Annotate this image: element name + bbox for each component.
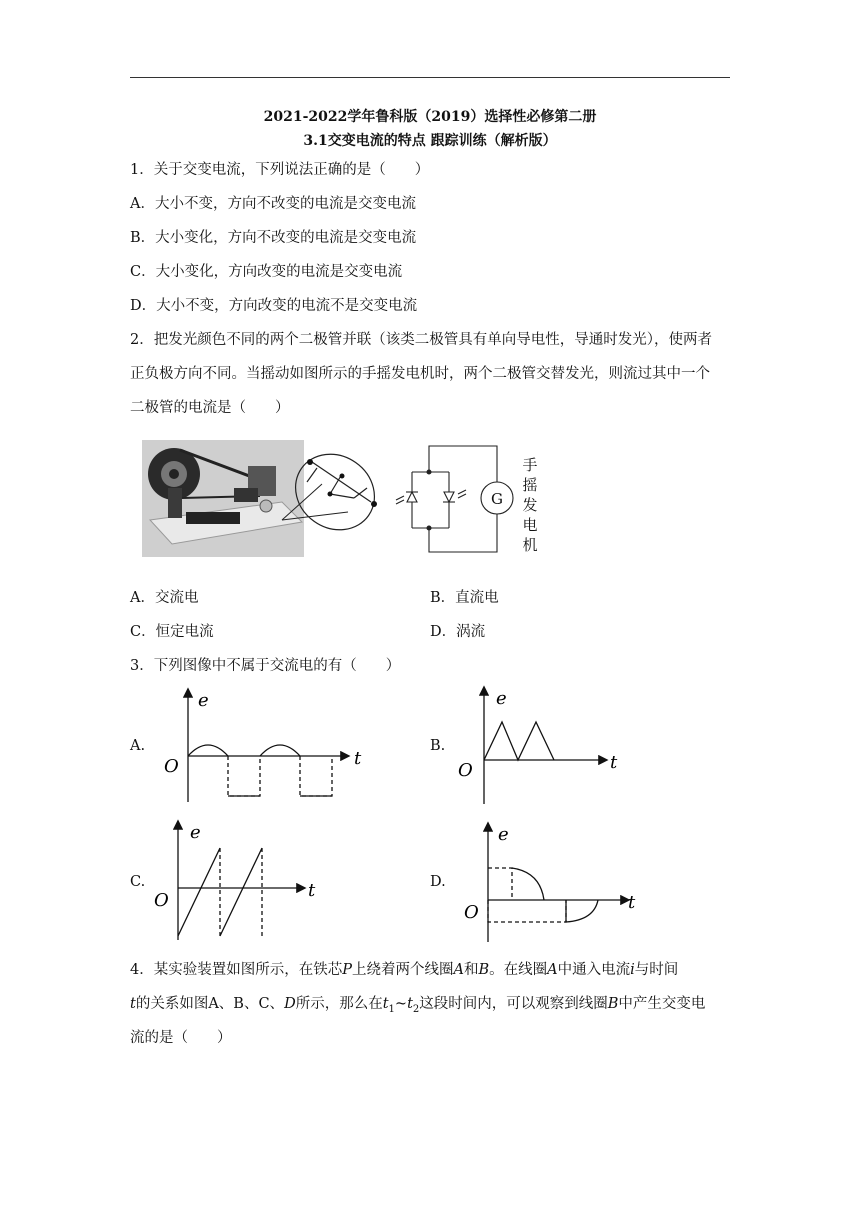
- q3-graph-c[interactable]: [152, 818, 332, 944]
- axis-t-label: t: [308, 880, 316, 901]
- q2-option-d[interactable]: D．涡流: [430, 624, 486, 640]
- figure-label-char-2: 摇: [522, 476, 538, 494]
- axis-e-label: e: [498, 824, 509, 845]
- q3-option-b-label[interactable]: B.: [430, 738, 446, 754]
- figure-label-char-5: 机: [522, 536, 538, 554]
- axis-e-label: e: [190, 822, 201, 843]
- origin-label: O: [458, 760, 473, 781]
- q2-option-b[interactable]: B．直流电: [430, 590, 499, 606]
- page-title-line1: 2021-2022学年鲁科版（2019）选择性必修第二册: [263, 109, 597, 125]
- q3-graph-b[interactable]: [454, 684, 644, 808]
- q1-option-d[interactable]: D．大小不变，方向改变的电流不是交变电流: [130, 298, 418, 314]
- page-title-line2: 3.1交变电流的特点 跟踪训练（解析版）: [303, 133, 557, 149]
- header-rule: [130, 77, 730, 78]
- axis-e-label: e: [198, 690, 209, 711]
- q1-stem: 1．关于交变电流，下列说法正确的是（ ）: [130, 162, 430, 178]
- q4-stem-line2: t的关系如图A、B、C、D所示，那么在$t_1\sim t_2$这段时间内，可以观察到线圈B中产生交变电: [130, 996, 706, 1015]
- origin-label: O: [464, 902, 479, 923]
- q1-option-b[interactable]: B．大小变化，方向不改变的电流是交变电流: [130, 230, 417, 246]
- q1-option-c[interactable]: C．大小变化，方向改变的电流是交变电流: [130, 264, 403, 280]
- q4-stem-line1: 4．某实验装置如图所示，在铁芯P上绕着两个线圈A和B。在线圈A中通入电流i与时间: [130, 962, 679, 978]
- axis-t-label: t: [610, 752, 618, 773]
- q2-stem-line1: 2．把发光颜色不同的两个二极管并联（该类二极管具有单向导电性，导通时发光），使两者: [130, 332, 712, 348]
- q3-option-c-label[interactable]: C.: [130, 874, 146, 890]
- origin-label: O: [164, 756, 179, 777]
- q3-option-a-label[interactable]: A.: [130, 738, 146, 754]
- axis-e-label: e: [496, 688, 507, 709]
- q3-graph-a[interactable]: [158, 686, 368, 806]
- figure-label-char-4: 电: [522, 516, 538, 534]
- q3-stem: 3．下列图像中不属于交流电的有（ ）: [130, 658, 401, 674]
- q2-option-c[interactable]: C．恒定电流: [130, 624, 214, 640]
- figure-label-char-1: 手: [522, 456, 538, 474]
- galvanometer-label: G: [491, 490, 503, 508]
- origin-label: O: [154, 890, 169, 911]
- q1-option-a[interactable]: A．大小不变，方向不改变的电流是交变电流: [130, 196, 416, 212]
- q2-stem-line2: 正负极方向不同。当摇动如图所示的手摇发电机时，两个二极管交替发光，则流过其中一个: [130, 366, 710, 382]
- q3-graph-d[interactable]: [460, 820, 640, 946]
- figure-label-char-3: 发: [522, 496, 538, 514]
- axis-t-label: t: [354, 748, 362, 769]
- q2-stem-line3: 二极管的电流是（ ）: [130, 400, 290, 416]
- q3-option-d-label[interactable]: D.: [430, 874, 446, 890]
- q2-option-a[interactable]: A．交流电: [130, 590, 199, 606]
- axis-t-label: t: [628, 892, 636, 913]
- q4-stem-line3: 流的是（ ）: [130, 1030, 232, 1046]
- q2-generator-figure: [142, 440, 582, 558]
